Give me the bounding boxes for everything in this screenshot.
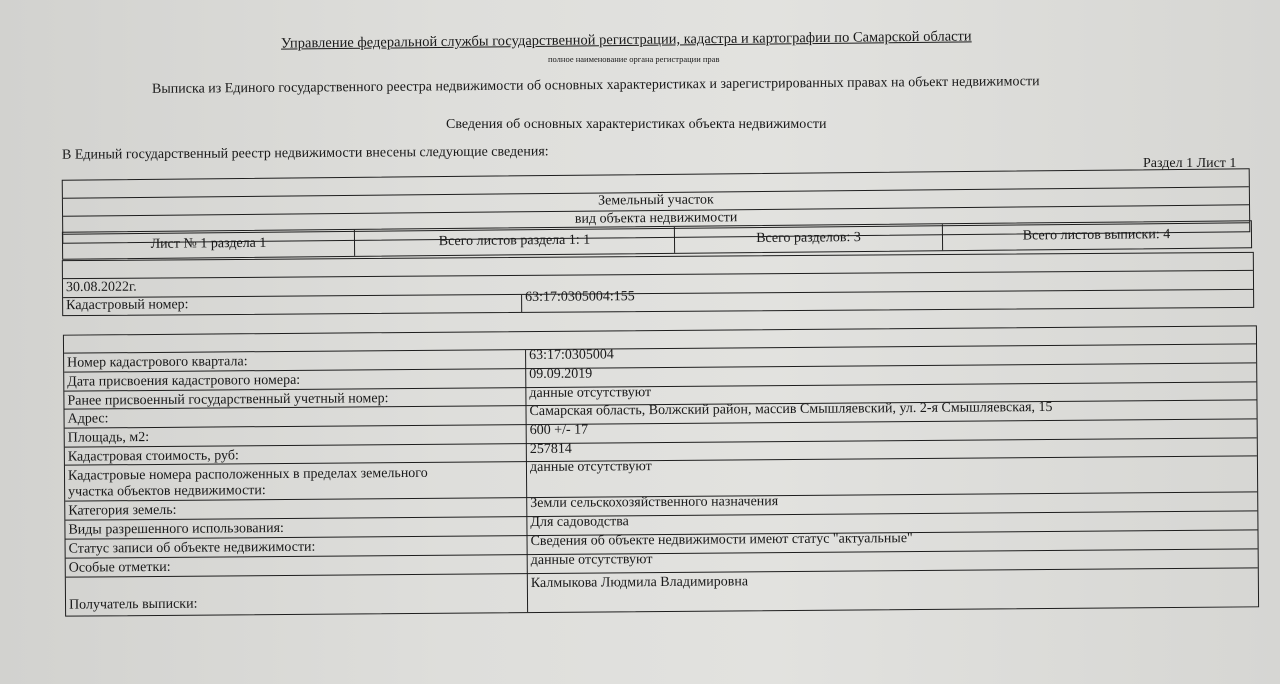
details-row — [66, 568, 1258, 614]
row-value: Самарская область, Волжский район, массив Смышляевский, ул. 2-я Смышляевская, 15 — [529, 399, 1053, 420]
record-date: 30.08.2022г. — [65, 279, 137, 296]
section-reference: Раздел 1 Лист 1 — [1143, 156, 1237, 171]
row-label: Особые отметки: — [68, 559, 171, 576]
cadastral-label: Кадастровый номер: — [66, 297, 189, 314]
authority-name: Управление федеральной службы государственной регистрации, кадастра и картографии по Самарской области — [280, 28, 972, 52]
row-label: Ранее присвоенный государственный учетный номер: — [67, 391, 389, 409]
extract-sheet-count: Всего листов выписки: 4 — [1022, 227, 1171, 244]
row-value: данные отсутствуют — [529, 385, 652, 402]
row-value: данные отсутствуют — [529, 459, 652, 476]
row-label: Виды разрешенного использования: — [68, 520, 284, 538]
details-table — [63, 325, 1259, 616]
row-label-continued: участка объектов недвижимости: — [68, 483, 266, 500]
row-label: Получатель выписки: — [68, 596, 198, 613]
row-value: 600 +/- 17 — [529, 422, 589, 439]
row-value: Для садоводства — [530, 514, 629, 531]
cadastral-value: 63:17:0305004:155 — [525, 289, 635, 305]
section-count: Всего разделов: 3 — [675, 224, 943, 253]
row-label: Кадастровая стоимость, руб: — [67, 448, 239, 465]
section-sheet-count: Всего листов раздела 1: 1 — [355, 227, 675, 256]
row-value: Сведения об объекте недвижимости имеют статус "актуальные" — [530, 531, 913, 550]
row-label: Кадастровые номера расположенных в пределах земельного — [67, 465, 428, 484]
row-value: 257814 — [529, 441, 572, 458]
row-value: Земли сельскохозяйственного назначения — [530, 494, 779, 512]
row-label: Категория земель: — [68, 502, 177, 519]
row-label: Площадь, м2: — [67, 430, 150, 446]
document-subtitle: Сведения об основных характеристиках объекта недвижимости — [446, 117, 827, 132]
row-label: Статус записи об объекте недвижимости: — [68, 539, 316, 557]
sheet-number: Лист № 1 раздела 1 — [63, 230, 355, 259]
authority-caption: полное наименование органа регистрации прав — [548, 54, 720, 64]
row-label: Дата присвоения кадастрового номера: — [67, 372, 301, 390]
row-value: данные отсутствуют — [530, 552, 653, 569]
row-value: Калмыкова Людмила Владимировна — [530, 574, 749, 592]
intro-text: В Единый государственный реестр недвижимости внесены следующие сведения: — [61, 144, 549, 163]
row-label: Адрес: — [67, 411, 109, 427]
row-value: 09.09.2019 — [529, 366, 593, 383]
record-table — [62, 252, 1254, 316]
document-title: Выписка из Единого государственного реестра недвижимости об основных характеристиках и зарегистрированных правах на объект недвижимости — [151, 74, 1040, 97]
row-label: Номер кадастрового квартала: — [67, 354, 248, 371]
cadastral-divider — [521, 295, 522, 312]
row-value: 63:17:0305004 — [529, 347, 614, 364]
object-type-value: Земельный участок — [63, 187, 1249, 216]
object-type-caption: вид объекта недвижимости — [63, 205, 1249, 234]
